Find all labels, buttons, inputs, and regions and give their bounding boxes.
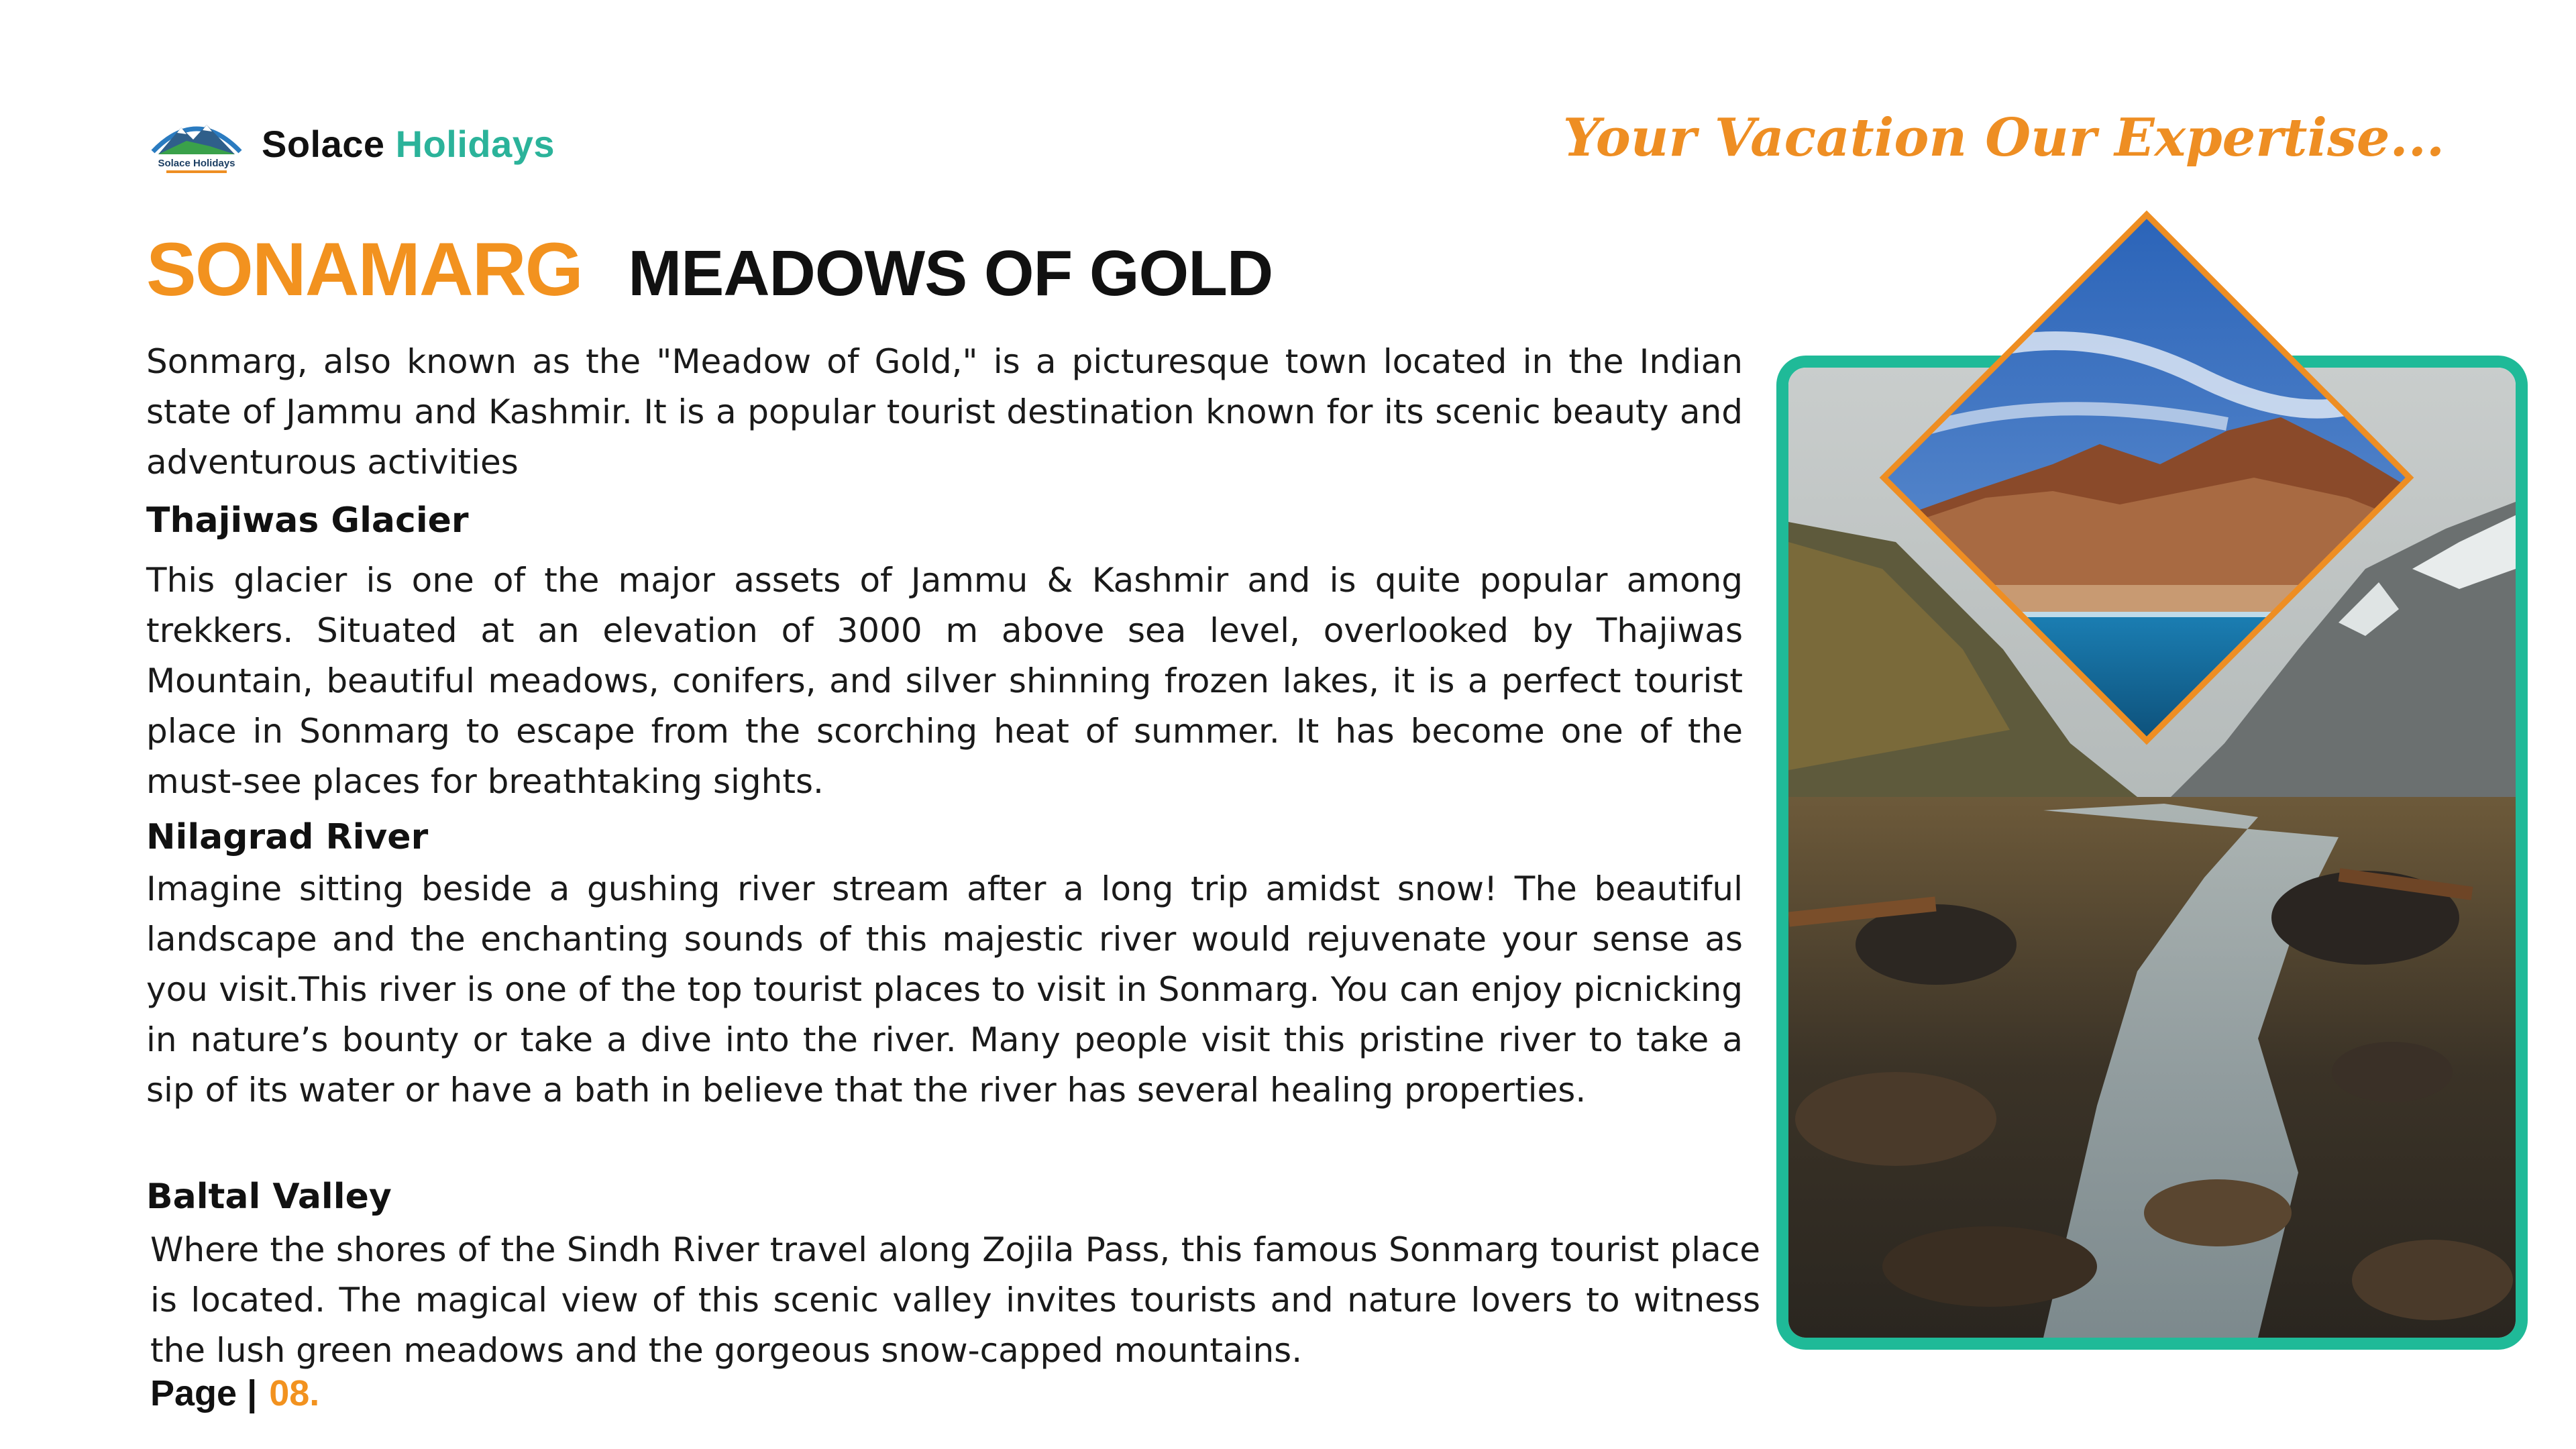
- title-subtitle: MEADOWS OF GOLD: [628, 237, 1273, 309]
- section-heading-baltal: Baltal Valley: [146, 1177, 392, 1217]
- tagline: Your Vacation Our Expertise...: [1562, 107, 2445, 168]
- section-heading-thajiwas: Thajiwas Glacier: [146, 500, 469, 541]
- logo-wordmark: Solace Holidays: [158, 158, 235, 169]
- page-footer: [150, 1373, 319, 1414]
- brand-logo: [146, 113, 247, 180]
- section-heading-nilagrad: Nilagrad River: [146, 817, 429, 857]
- title-place: SONAMARG: [146, 227, 582, 311]
- section-text-nilagrad: Imagine sitting beside a gushing river stream after a long trip amidst snow! The beautiful landscape and the enchanting sounds of this majestic river would rejuvenate your sense as you visit.This river is one of the top tourist places to visit in Sonmarg. You can enjoy picnicking in nature’s bounty or take a dive into the river. Many people visit this pristine river to take a sip of its water or have a bath in believe that the river has several healing properties.: [146, 869, 1743, 1110]
- brand-name: [262, 122, 555, 166]
- intro-paragraph: Sonmarg, also known as the "Meadow of Gold," is a picturesque town located in the Indian state of Jammu and Kashmir. It is a popular tourist destination known for its scenic beauty and adventurous activities: [146, 342, 1743, 482]
- brand-name-part2: Holidays: [395, 123, 555, 165]
- mountain-lake-image: [1878, 209, 2415, 746]
- mountain-logo-icon: [146, 113, 247, 180]
- section-text-thajiwas: This glacier is one of the major assets of Jammu & Kashmir and is quite popular among trekkers. Situated at an elevation of 3000 m above sea level, overlooked by Thajiwas Mountain, beautiful meadows, conifers, and silver shinning frozen lakes, it is a perfect tourist place in Sonmarg to escape from the scorching heat of summer. It has become one of the must-see places for breathtaking sights.: [146, 561, 1743, 801]
- page-title: [146, 227, 1273, 311]
- page-label: Page |: [150, 1373, 258, 1413]
- mountain-lake-diamond-photo: [1878, 209, 2415, 746]
- brand-name-part1: Solace: [262, 123, 385, 165]
- section-text-baltal: Where the shores of the Sindh River travel along Zojila Pass, this famous Sonmarg tourist place is located. The magical view of this scenic valley invites tourists and nature lovers to witness the lush green meadows and the gorgeous snow-capped mountains.: [150, 1230, 1760, 1370]
- page-number: 08.: [269, 1373, 320, 1413]
